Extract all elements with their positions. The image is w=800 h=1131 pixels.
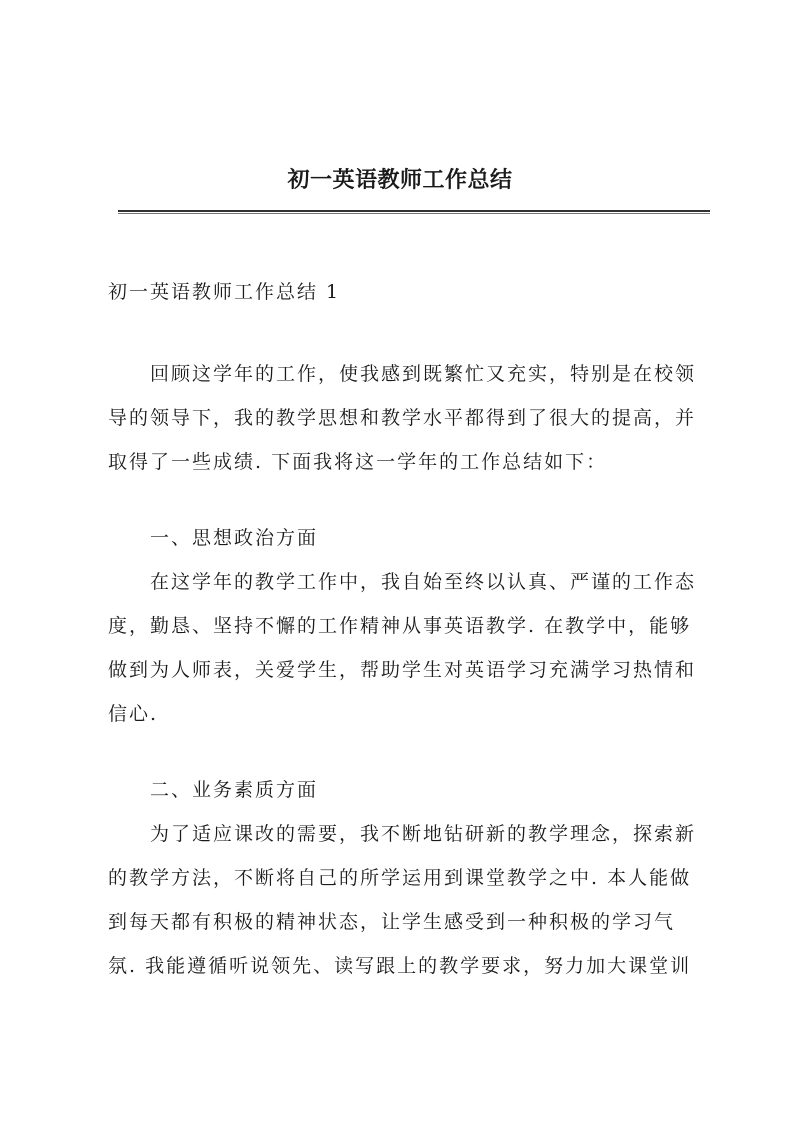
document-title: 初一英语教师工作总结 bbox=[287, 167, 513, 193]
paragraph-line: 为了适应课改的需要，我不断地钻研新的教学理念，探索新 bbox=[150, 823, 697, 845]
intro-line: 取得了一些成绩. 下面我将这一学年的工作总结如下： bbox=[108, 451, 608, 473]
paragraph-line: 氛. 我能遵循听说领先、读写跟上的教学要求，努力加大课堂训 bbox=[108, 955, 692, 977]
paragraph-line: 度，勤恳、坚持不懈的工作精神从事英语教学. 在教学中，能够 bbox=[108, 615, 692, 637]
document-subtitle: 初一英语教师工作总结 1 bbox=[108, 281, 341, 303]
paragraph-line: 的教学方法，不断将自己的所学运用到课堂教学之中. 本人能做 bbox=[108, 867, 692, 889]
intro-paragraph bbox=[108, 352, 708, 484]
section-heading-professional: 二、业务素质方面 bbox=[150, 779, 319, 801]
title-divider bbox=[118, 210, 710, 214]
paragraph-line: 在这学年的教学工作中，我自始至终以认真、严谨的工作态 bbox=[150, 571, 697, 593]
paragraph-line: 到每天都有积极的精神状态，让学生感受到一种积极的学习气 bbox=[108, 911, 676, 933]
intro-line: 回顾这学年的工作，使我感到既繁忙又充实，特别是在校领 bbox=[150, 363, 697, 385]
paragraph-line: 信心. bbox=[108, 703, 159, 725]
section-heading-political: 一、思想政治方面 bbox=[150, 527, 319, 549]
section-paragraph-professional bbox=[108, 812, 708, 988]
paragraph-line: 做到为人师表，关爱学生，帮助学生对英语学习充满学习热情和 bbox=[108, 659, 697, 681]
section-paragraph-political bbox=[108, 560, 708, 736]
intro-line: 导的领导下，我的教学思想和教学水平都得到了很大的提高，并 bbox=[108, 407, 697, 429]
